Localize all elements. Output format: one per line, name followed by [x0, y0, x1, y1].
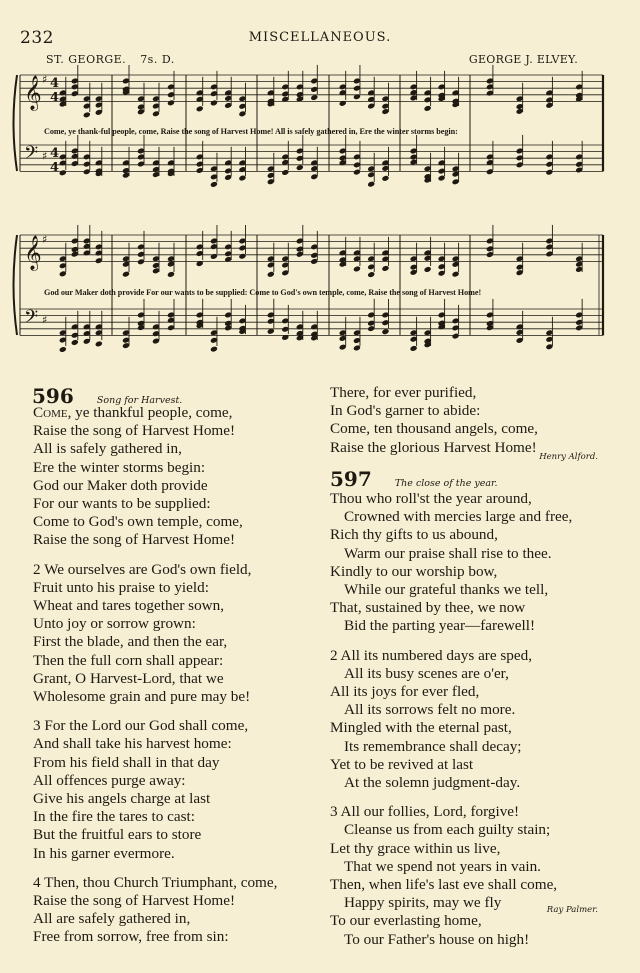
stanza-2: [330, 647, 630, 793]
time-signature-bottom: 4: [50, 160, 60, 176]
note-head: [424, 266, 432, 273]
sharp-icon: ♯: [42, 232, 48, 246]
verse-line: Mingled with the eternal past,: [330, 719, 512, 737]
hymn-597-author: Ray Palmer.: [546, 905, 598, 915]
verse-line: God our Maker doth provide: [33, 476, 208, 494]
verse-line: But the fruitful ears to store: [33, 826, 202, 844]
stanza-4-start: [33, 874, 328, 947]
verse-line: Give his angels charge at last: [33, 790, 211, 808]
verse-line: That we spend not years in vain.: [344, 857, 541, 875]
note-head: [59, 169, 67, 176]
hymn-597-text: [330, 490, 630, 949]
note-head: [381, 265, 389, 272]
verse-line: Thou who roll'st the year around,: [330, 490, 532, 507]
verse-line: Fruit unto his praise to yield:: [33, 578, 209, 596]
verse-line: 4 Then, thou Church Triumphant, come,: [33, 873, 278, 891]
hymn-596-author: Henry Alford.: [539, 452, 598, 462]
time-signature-bottom: 4: [50, 90, 60, 106]
verse-line: Free from sorrow, free from sin:: [33, 928, 229, 946]
note-head: [424, 105, 432, 112]
treble-clef-icon: 𝄞: [24, 235, 42, 271]
note-head: [281, 169, 289, 176]
note-head: [353, 266, 361, 273]
note-head: [210, 181, 218, 188]
note-head: [381, 328, 389, 335]
verse-line: To our Father's house on high!: [344, 930, 530, 948]
tune-name-text: ST. GEORGE.: [46, 53, 127, 66]
note-head: [167, 99, 175, 106]
verse-line: In God's garner to abide:: [330, 402, 481, 420]
verse-line: There, for ever purified,: [330, 384, 477, 401]
verse-line: For our wants to be supplied:: [33, 495, 211, 513]
note-head: [210, 100, 218, 107]
verse-line: Come, ten thousand angels, come,: [330, 420, 538, 438]
verse-line: All are safely gathered in,: [33, 910, 191, 928]
hymn-title: The close of the year.: [394, 478, 498, 489]
verse-line: Then the full corn shall appear:: [33, 651, 224, 669]
verse-line: Grant, O Harvest-Lord, that we: [33, 669, 224, 687]
tune-composer: GEORGE J. ELVEY.: [468, 53, 578, 66]
section-title: MISCELLANEOUS.: [248, 30, 392, 45]
verse-line: Yet to be revived at last: [330, 755, 474, 773]
verse-line: First the blade, and then the ear,: [33, 633, 228, 651]
verse-line: 2 All its numbered days are sped,: [330, 646, 533, 664]
note-head: [95, 341, 103, 348]
verse-line: Cleanse us from each guilty stain;: [344, 821, 551, 839]
bass-clef-icon: 𝄢: [24, 143, 39, 169]
verse-line: Its remembrance shall decay;: [344, 737, 522, 755]
hymn-597-heading: [330, 467, 498, 491]
verse-line: Raise the song of Harvest Home!: [33, 422, 236, 440]
note-head: [410, 345, 418, 352]
verse-line: In the fire the tares to cast:: [33, 808, 195, 826]
verse-line: Come, ye thankful people, come,: [33, 404, 233, 421]
hymn-596-text: [33, 404, 328, 947]
stanza-1: [330, 490, 630, 636]
verse-line: Raise the glorious Harvest Home!: [330, 438, 537, 456]
note-head: [353, 93, 361, 100]
lyric-underlay-system-1: Come, ye thank-ful people, come, Raise the song of Harvest Home! All is safely gathered in, Ere the winter storms begin:: [44, 127, 458, 136]
verse-line: Happy spirits, may we fly: [344, 894, 502, 912]
verse-line: Raise the song of Harvest Home!: [33, 892, 236, 910]
sharp-icon: ♯: [42, 72, 48, 86]
hymn-number: 597: [330, 467, 372, 491]
verse-line: Rich thy gifts to us abound,: [330, 526, 498, 544]
note-head: [296, 164, 304, 171]
note-head: [167, 271, 175, 278]
verse-line: 3 For the Lord our God shall come,: [33, 717, 249, 735]
note-head: [210, 346, 218, 353]
verse-line: Come to God's own temple, come,: [33, 513, 243, 531]
brace: [14, 75, 18, 171]
note-head: [83, 111, 91, 118]
stanza-1: [33, 404, 328, 550]
verse-line: Crowned with mercies large and free,: [344, 508, 573, 526]
hymn-title: Song for Harvest.: [96, 395, 183, 406]
verse-line: Raise the song of Harvest Home!: [33, 531, 236, 549]
verse-line: Wheat and tares together sown,: [33, 597, 225, 615]
sharp-icon: ♯: [42, 149, 48, 163]
note-head: [59, 346, 67, 353]
note-head: [367, 271, 375, 278]
verse-line: Warm our praise shall rise to thee.: [344, 544, 552, 562]
verse-line: All offences purge away:: [33, 771, 186, 789]
verse-line: Kindly to our worship bow,: [330, 562, 498, 580]
verse-line: From his field shall in that day: [33, 753, 220, 771]
stanza-3: [33, 717, 328, 863]
time-signature-top: 4: [50, 146, 60, 162]
verse-line: All its joys for ever fled,: [330, 683, 480, 701]
time-signature-top: 4: [50, 76, 60, 92]
verse-line: Then, when life's last eve shall come,: [330, 876, 558, 894]
page-number: 232: [20, 28, 54, 48]
note-head: [71, 339, 79, 346]
verse-line: 2 We ourselves are God's own field,: [33, 560, 252, 578]
verse-line: In his garner evermore.: [33, 844, 175, 862]
verse-line: Ere the winter storms begin:: [33, 458, 206, 476]
brace: [14, 235, 18, 335]
stanza-3: [330, 803, 630, 949]
treble-clef-icon: 𝄞: [24, 75, 42, 111]
verse-line: To our everlasting home,: [330, 912, 482, 930]
verse-line: All its busy scenes are o'er,: [344, 664, 509, 682]
lyric-underlay-system-2: God our Maker doth provide For our wants to be supplied: Come to God's own temple, come, Raise the song of Harvest Home!: [44, 288, 482, 297]
verse-line: That, sustained by thee, we now: [330, 599, 526, 617]
verse-line: And shall take his harvest home:: [33, 735, 232, 753]
verse-line: While our grateful thanks we tell,: [344, 581, 549, 599]
verse-line: Wholesome grain and pure may be!: [33, 688, 251, 706]
verse-line: All is safely gathered in,: [33, 440, 182, 458]
tune-meter: 7s. D.: [140, 53, 175, 66]
note-head: [196, 105, 204, 112]
bass-clef-icon: 𝄢: [24, 307, 39, 333]
verse-line: Let thy grace within us live,: [330, 839, 501, 857]
stanza-2: [33, 561, 328, 707]
verse-line: All its sorrows felt no more.: [344, 701, 516, 719]
music-score: [0, 0, 640, 370]
hymn-number: 596: [32, 384, 74, 408]
verse-line: Bid the parting year—farewell!: [344, 617, 536, 635]
verse-line: Unto joy or sorrow grown:: [33, 615, 196, 633]
hymn-596-text-continued: [330, 384, 630, 457]
sharp-icon: ♯: [42, 313, 48, 327]
verse-line: At the solemn judgment-day.: [344, 774, 521, 792]
verse-line: 3 All our follies, Lord, forgive!: [330, 803, 520, 821]
